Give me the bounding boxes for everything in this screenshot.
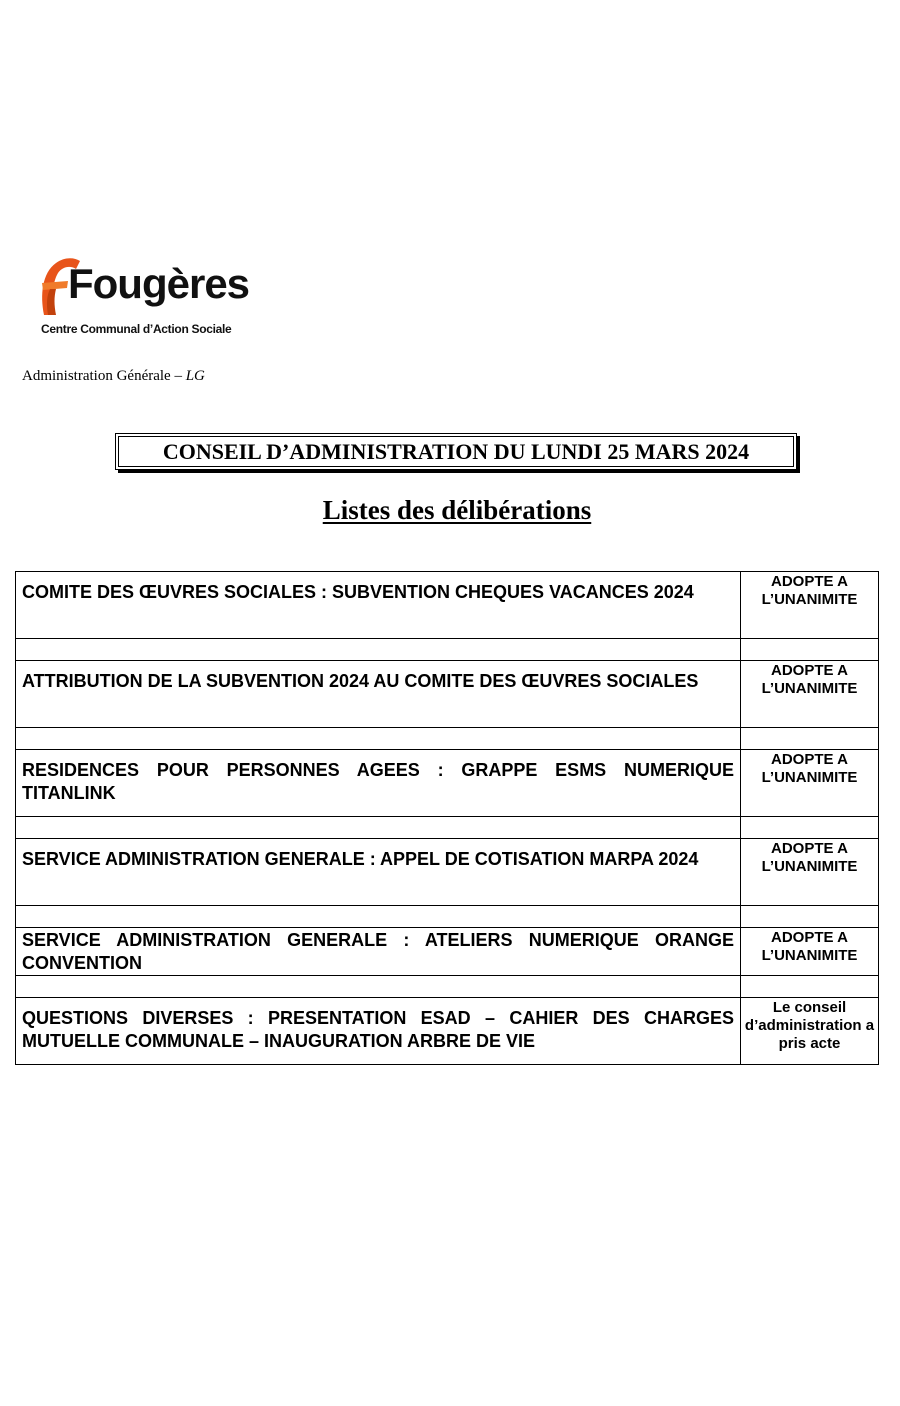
spacer-cell (741, 906, 879, 928)
deliberation-decision: Le conseil d’administration a pris acte (741, 998, 879, 1065)
deliberations-table (15, 571, 879, 1065)
table-row (16, 839, 879, 906)
spacer-cell (741, 639, 879, 661)
deliberation-decision: ADOPTE A L’UNANIMITE (741, 661, 879, 728)
spacer-cell (741, 817, 879, 839)
page-subtitle: Listes des délibérations (322, 495, 592, 525)
spacer-cell (16, 817, 741, 839)
deliberation-decision: ADOPTE A L’UNANIMITE (741, 928, 879, 976)
spacer-row (16, 906, 879, 928)
spacer-cell (741, 728, 879, 750)
spacer-row (16, 976, 879, 998)
deliberation-decision: ADOPTE A L’UNANIMITE (741, 750, 879, 817)
table-row (16, 572, 879, 639)
ccas-logo (38, 255, 248, 340)
table-row (16, 928, 879, 976)
table-row (16, 661, 879, 728)
page-title: CONSEIL D’ADMINISTRATION DU LUNDI 25 MARS 2024 (118, 436, 794, 467)
deliberation-subject: SERVICE ADMINISTRATION GENERALE : ATELIERS NUMERIQUE ORANGE CONVENTION (16, 928, 741, 976)
spacer-cell (16, 906, 741, 928)
department-name: Administration Générale – (22, 368, 182, 384)
spacer-cell (16, 728, 741, 750)
deliberation-subject: ATTRIBUTION DE LA SUBVENTION 2024 AU COMITE DES ŒUVRES SOCIALES (16, 661, 741, 728)
deliberation-subject: COMITE DES ŒUVRES SOCIALES : SUBVENTION CHEQUES VACANCES 2024 (16, 572, 741, 639)
deliberation-subject: SERVICE ADMINISTRATION GENERALE : APPEL DE COTISATION MARPA 2024 (16, 839, 741, 906)
logo-wordmark: Fougères (68, 260, 250, 307)
deliberation-decision: ADOPTE A L’UNANIMITE (741, 572, 879, 639)
table-row (16, 750, 879, 817)
spacer-cell (16, 976, 741, 998)
spacer-row (16, 728, 879, 750)
title-frame (115, 433, 797, 470)
table-row (16, 998, 879, 1065)
spacer-row (16, 817, 879, 839)
department-line (22, 368, 205, 385)
spacer-cell (741, 976, 879, 998)
spacer-cell (16, 639, 741, 661)
logo-tagline: Centre Communal d’Action Sociale (41, 322, 232, 336)
deliberation-subject: QUESTIONS DIVERSES : PRESENTATION ESAD – CAHIER DES CHARGES MUTUELLE COMMUNALE – INAUGURATION ARBRE DE VIE (16, 998, 741, 1065)
spacer-row (16, 639, 879, 661)
deliberation-decision: ADOPTE A L’UNANIMITE (741, 839, 879, 906)
author-initials: LG (185, 368, 205, 384)
deliberation-subject: RESIDENCES POUR PERSONNES AGEES : GRAPPE ESMS NUMERIQUE TITANLINK (16, 750, 741, 817)
